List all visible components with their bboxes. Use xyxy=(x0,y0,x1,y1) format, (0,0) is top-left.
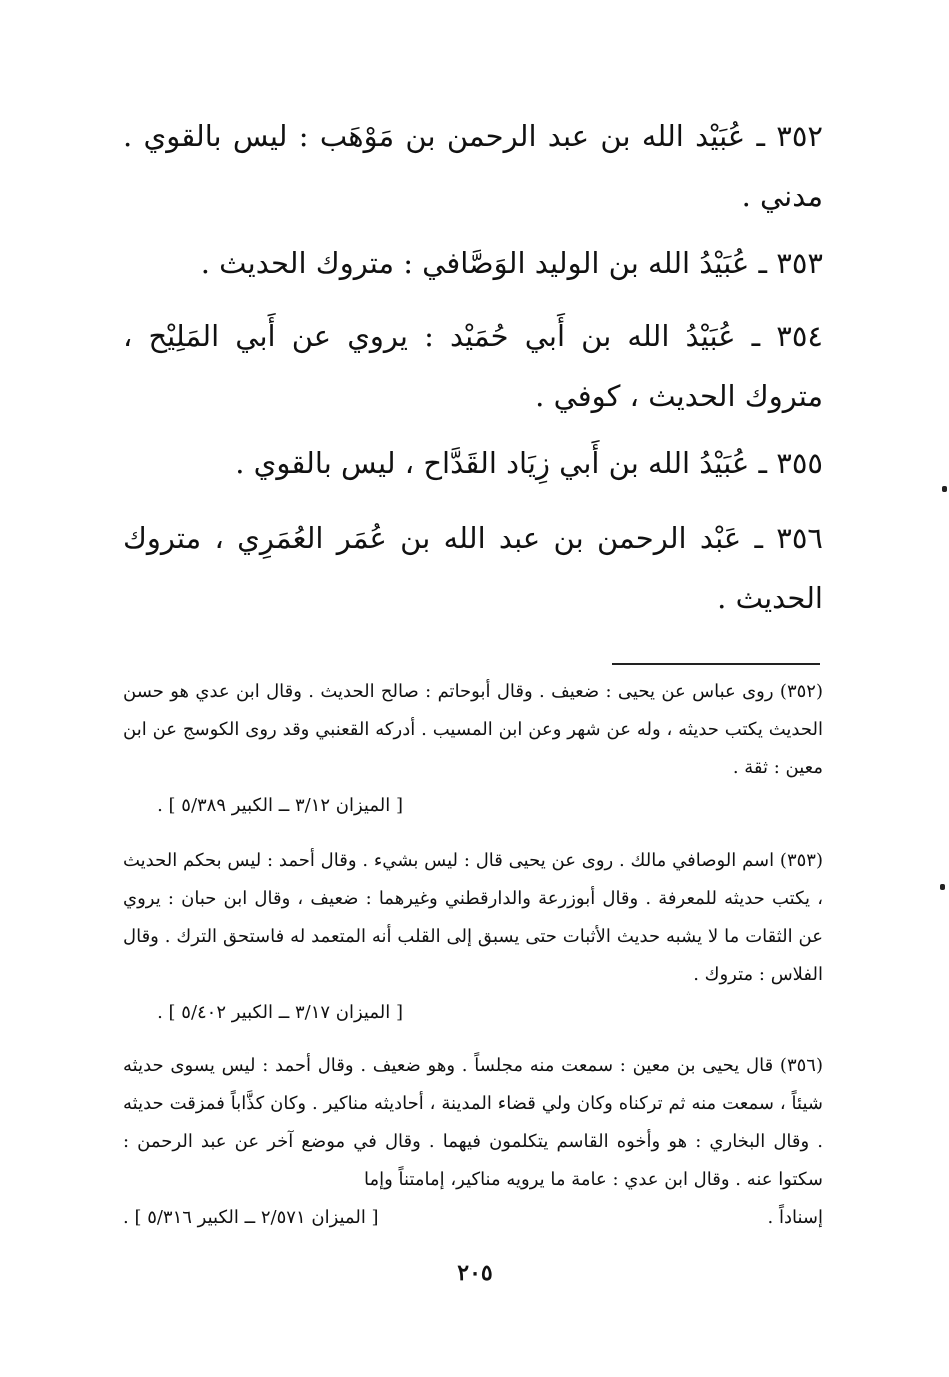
scan-speck xyxy=(940,884,945,890)
footnote-separator xyxy=(612,663,820,665)
page-number: ٢٠٥ xyxy=(457,1260,493,1286)
scan-speck xyxy=(942,486,947,492)
entry-355: ٣٥٥ ـ عُبَيْدُ الله بن أَبي زِيَاد القَدَّاح ، ليس بالقوي . xyxy=(235,446,823,480)
footnote-352-reference: [ الميزان ٣/١٢ ــ الكبير ٥/٣٨٩ ] . xyxy=(157,795,403,816)
entry-356: ٣٥٦ ـ عَبْد الرحمن بن عبد الله بن عُمَر العُمَرِي ، متروك الحديث . xyxy=(123,521,823,615)
footnote-356 xyxy=(123,1047,823,1237)
footnote-352-body: (٣٥٢) روى عباس عن يحيى : ضعيف . وقال أبوحاتم : صالح الحديث . وقال ابن عدي هو حسن الحديث يكتب حديثه ، وله عن شهر وعن ابن المسيب . أدركه القعنبي وقد روى الكوسج عن ابن معين : ثقة . xyxy=(123,681,823,778)
entry-352: ٣٥٢ ـ عُبَيْد الله بن عبد الرحمن بن مَوْهَب : ليس بالقوي . مدني . xyxy=(123,119,823,213)
footnote-353 xyxy=(123,842,823,1032)
footnote-353-body: (٣٥٣) اسم الوصافي مالك . روى عن يحيى قال : ليس بشيء . وقال أحمد : ليس بحكم الحديث ، يكتب حديثه للمعرفة . وقال أبوزرعة والدارقطني وغيرهما : ضعيف ، وقال ابن حبان : يروي عن الثقات ما لا يشبه حديث الأثبات حتى يسبق إلى القلب أنه المتعمد له فاستحق الترك . وقال الفلاس : متروك . xyxy=(123,850,824,985)
footnote-352 xyxy=(123,673,823,825)
footnote-353-reference: [ الميزان ٣/١٧ ــ الكبير ٥/٤٠٢ ] . xyxy=(157,1002,403,1023)
footnote-356-body: (٣٥٦) قال يحيى بن معين : سمعت منه مجلساً . وهو ضعيف . وقال أحمد : ليس يسوى حديثه شيئاً ، سمعت منه ثم تركناه وكان ولي قضاء المدينة ، أحاديثه مناكير . وكان كذَّاباً فمزقت حديثه . وقال البخاري : هو وأخوه القاسم يتكلمون فيهما . وقال في موضع آخر عن عبد الرحمن : سكتوا عنه . وقال ابن عدي : عامة ما يرويه مناكير، إمامتناً وإما xyxy=(123,1055,823,1190)
entry-353: ٣٥٣ ـ عُبَيْدُ الله بن الوليد الوَصَّافي : متروك الحديث . xyxy=(200,246,823,280)
footnote-356-reference: [ الميزان ٢/٥٧١ ــ الكبير ٥/٣١٦ ] . xyxy=(123,1207,379,1228)
footnote-356-tail: إسناداً . xyxy=(767,1207,823,1228)
entry-354: ٣٥٤ ـ عُبَيْدُ الله بن أَبي حُمَيْد : يروي عن أَبي المَلِيْح ، متروك الحديث ، كوفي . xyxy=(123,319,823,413)
footnote-356-last-line xyxy=(123,1199,823,1237)
